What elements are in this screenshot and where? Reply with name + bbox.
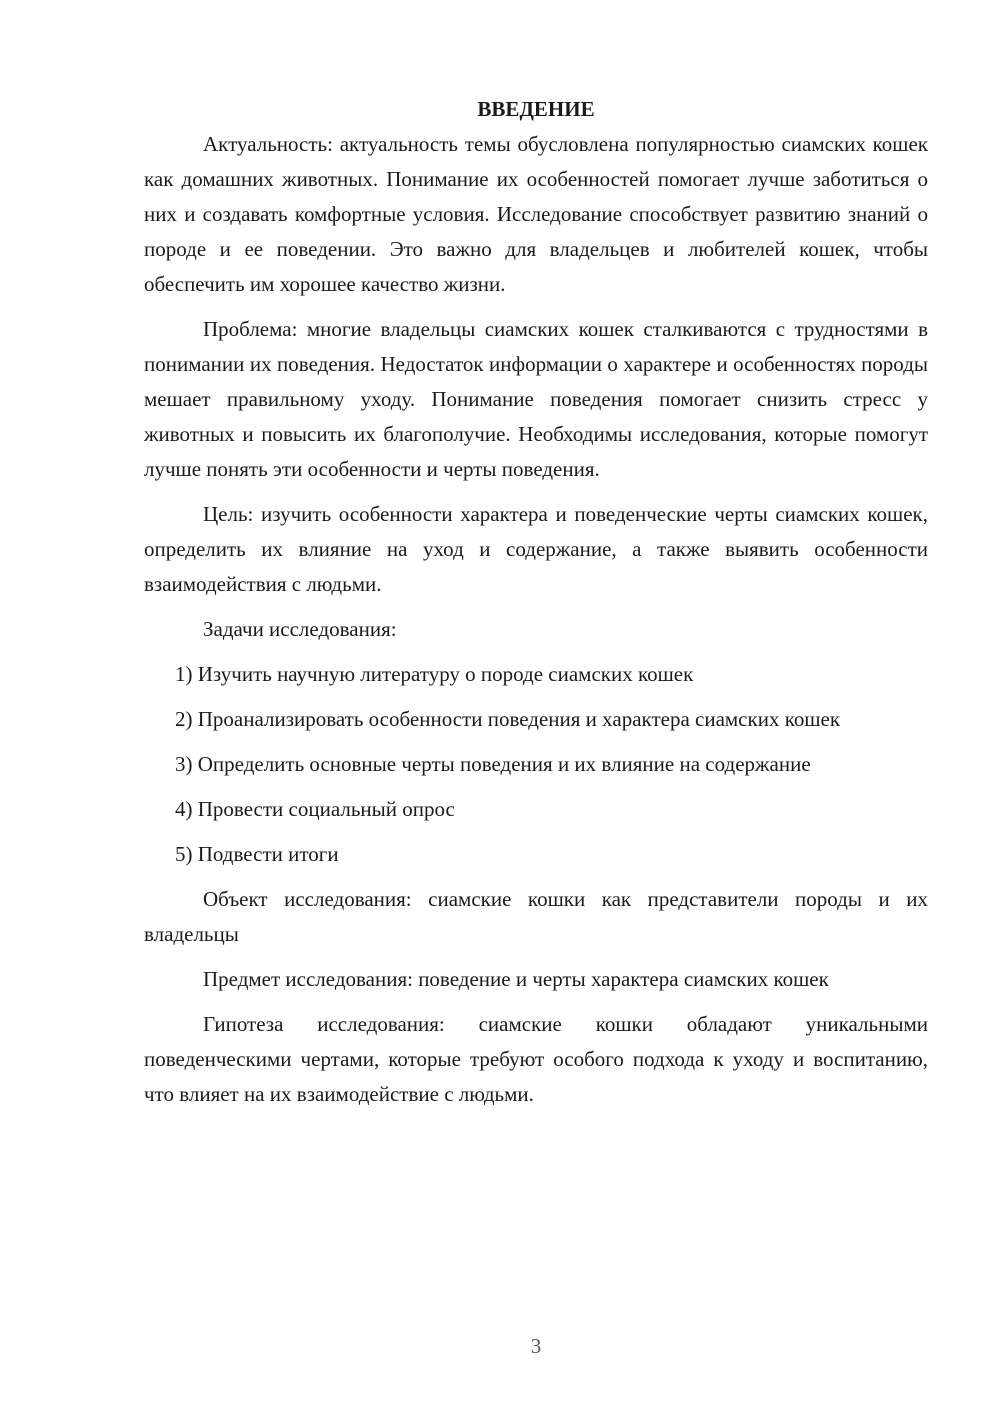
list-item: 1) Изучить научную литературу о породе сиамских кошек [175,662,694,686]
subject-paragraph: Предмет исследования: поведение и черты характера сиамских кошек [203,967,829,991]
relevance-paragraph: Актуальность: актуальность темы обусловлена популярностью сиамских кошек как домашних животных. Понимание их особенностей помогает лучше заботиться о них и создавать комфортные условия. Исследование способствует развитию знаний о породе и ее поведении. Это важно для владельцев и любителей кошек, чтобы обеспечить им хорошее качество жизни. [144,132,928,296]
hypothesis-paragraph: Гипотеза исследования: сиамские кошки обладают уникальными поведенческими чертами, которые требуют особого подхода к уходу и воспитанию, что влияет на их взаимодействие с людьми. [144,1012,928,1106]
list-item: 3) Определить основные черты поведения и их влияние на содержание [175,752,811,776]
goal-paragraph: Цель: изучить особенности характера и поведенческие черты сиамских кошек, определить их влияние на уход и содержание, а также выявить особенности взаимодействия с людьми. [144,502,928,596]
page-title: ВВЕДЕНИЕ [477,97,595,121]
tasks-list [144,657,928,872]
list-item: 2) Проанализировать особенности поведения и характера сиамских кошек [175,707,841,731]
list-item: 5) Подвести итоги [175,842,339,866]
list-item: 4) Провести социальный опрос [175,797,455,821]
tasks-heading: Задачи исследования: [203,617,397,641]
page-number: 3 [530,1334,542,1358]
document-page [144,92,928,1112]
problem-paragraph: Проблема: многие владельцы сиамских кошек сталкиваются с трудностями в понимании их поведения. Недостаток информации о характере и особенностях породы мешает правильному уходу. Понимание поведения помогает снизить стресс у животных и повысить их благополучие. Необходимы исследования, которые помогут лучше понять эти особенности и черты поведения. [144,317,928,481]
object-paragraph: Объект исследования: сиамские кошки как представители породы и их владельцы [144,887,928,946]
